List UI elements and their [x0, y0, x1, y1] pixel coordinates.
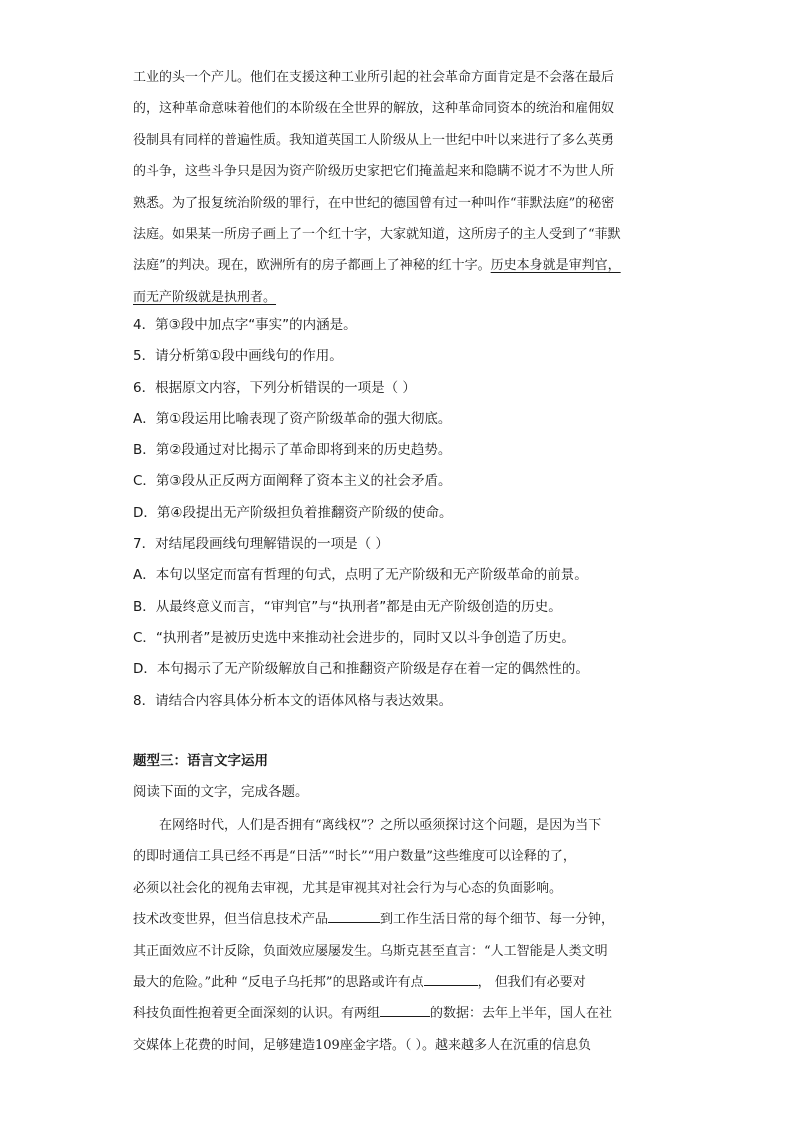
passage-text: 科技负面性抱着更全面深刻的认识。有两组: [133, 1006, 381, 1022]
passage-line: [133, 250, 661, 281]
underlined-sentence: 而无产阶级就是执刑者。: [133, 289, 277, 305]
fill-blank-1[interactable]: [328, 909, 380, 923]
section-3: [133, 746, 661, 809]
option-6d: D．第④段提出无产阶级担负着推翻资产阶级的使命。: [133, 504, 453, 521]
option-6c: C．第③段从正反两方面阐释了资本主义的社会矛盾。: [133, 473, 452, 490]
option-7d: D．本句揭示了无产阶级解放自己和推翻资产阶级是存在着一定的偶然性的。: [133, 661, 589, 678]
option-7b: B．从最终意义而言，“审判官”与“执刑者”都是由无产阶级创造的历史。: [133, 598, 562, 615]
passage-line: [133, 282, 661, 313]
passage-line: 必须以社会化的视角去审视，尤其是审视其对社会行为与心态的负面影响。: [133, 880, 563, 896]
question-5: 5．请分析第①段中画线句的作用。: [133, 348, 343, 365]
passage-text: 技术改变世界，但当信息技术产品: [133, 912, 329, 928]
passage-line: [133, 904, 661, 935]
passage-line: 交媒体上花费的时间，足够建造109座金字塔。（ ）。越来越多人在沉重的信息负: [133, 1037, 591, 1053]
passage-text: 法庭”的判决。现在，欧洲所有的房子都画上了神秘的红十字。: [133, 258, 491, 274]
passage-line: 熟悉。为了报复统治阶级的罪行，在中世纪的德国曾有过一种叫作“菲默法庭”的秘密: [133, 195, 615, 211]
option-6b: B．第②段通过对比揭示了革命即将到来的历史趋势。: [133, 442, 452, 459]
question-8: 8．请结合内容具体分析本文的语体风格与表达效果。: [133, 692, 453, 709]
question-4: 4．第③段中加点字“事实”的内涵是。: [133, 317, 357, 333]
question-list: [133, 310, 661, 717]
fill-blank-2[interactable]: [424, 972, 478, 986]
passage-line: 法庭。如果某一所房子画上了一个红十字，大家就知道，这所房子的主人受到了“菲默: [133, 227, 621, 243]
underlined-sentence: 历史本身就是审判官，: [490, 258, 621, 274]
question-6: 6．根据原文内容，下列分析错误的一项是（ ）: [133, 379, 416, 396]
section-heading: 题型三：语言文字运用: [133, 753, 268, 769]
passage-text: 最大的危险。”此种 “反电子乌托邦”的思路或许有点: [133, 975, 424, 991]
passage-line: 工业的头一个产儿。他们在支援这种工业所引起的社会革命方面肯定是不会落在最后: [133, 70, 615, 85]
passage-text: ， 但我们有必要对: [477, 975, 586, 991]
passage-line: 其正面效应不计反除，负面效应屡屡发生。乌斯克甚至直言：“人工智能是人类文明: [133, 943, 608, 959]
passage-line: 在网络时代，人们是否拥有“离线权”？之所以亟须探讨这个问题，是因为当下: [159, 818, 602, 833]
passage-top: [133, 62, 661, 313]
option-7c: C．“执刑者”是被历史选中来推动社会进步的，同时又以斗争创造了历史。: [133, 629, 575, 646]
passage-line: 的斗争，这些斗争只是因为资产阶级历史家把它们掩盖起来和隐瞒不说才不为世人所: [133, 164, 615, 180]
passage-text: 到工作生活日常的每个细节、每一分钟，: [380, 912, 615, 928]
passage-line: 的即时通信工具已经不再是“日活”“时长”“用户数量”这些维度可以诠释的了，: [133, 849, 576, 865]
passage-bottom: [133, 810, 661, 1061]
passage-text: 的数据：去年上半年，国人在社: [430, 1006, 613, 1022]
fill-blank-3[interactable]: [380, 1003, 430, 1017]
option-6a: A．第①段运用比喻表现了资产阶级革命的强大彻底。: [133, 410, 452, 427]
passage-line: 役制具有同样的普遍性质。我知道英国工人阶级从上一世纪中叶以来进行了多么英勇: [133, 132, 615, 148]
question-7: 7．对结尾段画线句理解错误的一项是（ ）: [133, 536, 389, 553]
section-instruction: 阅读下面的文字，完成各题。: [133, 784, 309, 801]
option-7a: A．本句以坚定而富有哲理的句式，点明了无产阶级和无产阶级革命的前景。: [133, 567, 588, 584]
passage-line: [133, 998, 661, 1029]
passage-line: [133, 967, 661, 998]
passage-line: 的，这种革命意味着他们的本阶级在全世界的解放，这种革命同资本的统治和雇佣奴: [133, 101, 615, 117]
